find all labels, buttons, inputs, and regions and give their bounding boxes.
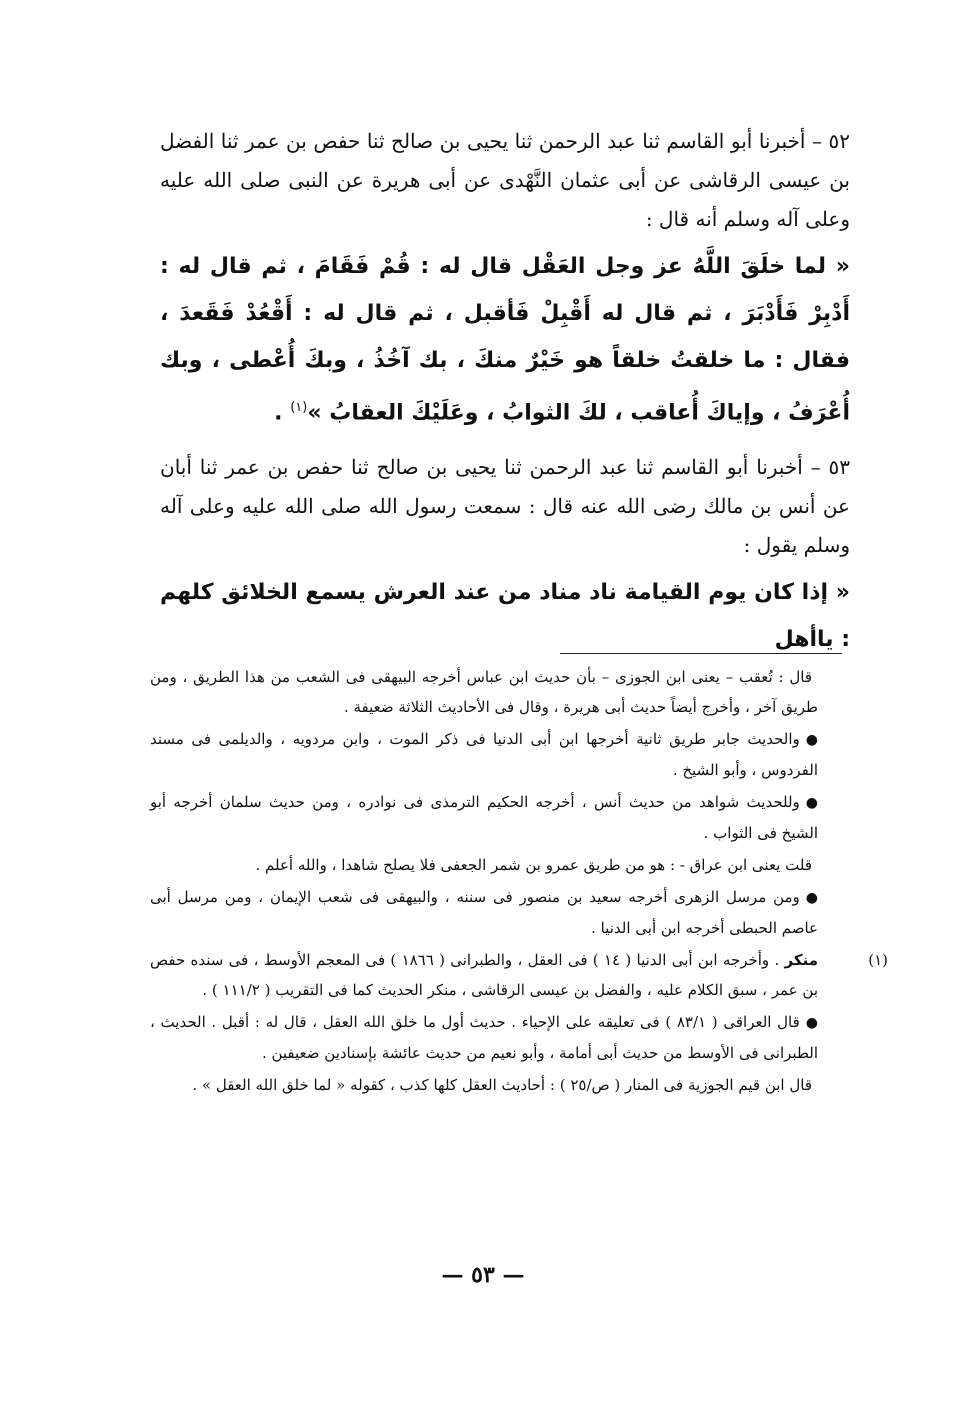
hadith-52-chain: ٥٢ – أخبرنا أبو القاسم ثنا عبد الرحمن ثنا يحيى بن صالح ثنا حفص بن عمر ثنا الفضل بن عيسى الرقاشى عن أبى عثمان النَّهْدى عن أبى هريرة عن النبى صلى الله عليه وعلى آله وسلم أنه قال : [160,129,850,231]
footnotes [150,662,888,1102]
bullet-icon: ● [805,795,818,811]
footnote-text: قال : تُعقب – يعنى ابن الجوزى – بأن حديث ابن عباس أخرجه البيهقى فى الشعب من هذا الطريق ، ومن طريق آخر ، وأخرج أيضاً حديث أبى هريرة ، وقال فى الأحاديث الثلاثة ضعيفة . [150,668,818,716]
footnote-text: قلت يعنى ابن عراق - : هو من طريق عمرو بن شمر الجعفى فلا يصلح شاهدا ، والله أعلم . [255,856,812,874]
footnote-line [150,850,840,880]
footnote-text: قال العراقى ( ٨٣/١ ) فى تعليقه على الإحياء . حديث أول ما خلق الله العقل ، قال له : أقبل . الحديث ، الطبرانى فى الأوسط من حديث أبى أمامة ، وأبو نعيم من حديث عائشة بإسنادين ضعيفين . [150,1013,818,1062]
bullet-icon: ● [805,732,818,748]
hadith-53-text: « إذا كان يوم القيامة ناد مناد من عند العرش يسمع الخلائق كلهم : ياأهل [160,580,850,653]
bullet-icon: ● [805,1015,818,1031]
footnote-line [150,662,840,722]
footnote-line [150,882,840,943]
footnote-text: ومن مرسل الزهرى أخرجه سعيد بن منصور فى سننه ، والبيهقى فى شعب الإيمان ، ومن مرسل أبى عاصم الحبطى أخرجه ابن أبى الدنيا . [150,888,818,937]
footnote-line [150,1070,840,1100]
footnote-1-grade: منكر [784,951,819,969]
footnote-text: قال ابن قيم الجوزية فى المنار ( ص/٢٥ ) : أحاديث العقل كلها كذب ، كقوله « لما خلق الله العقل » . [192,1076,812,1094]
main-text [160,122,850,675]
footnote-1-text: . وأخرجه ابن أبى الدنيا ( ١٤ ) فى العقل ، والطبرانى ( ١٨٦٦ ) فى المعجم الأوسط ، فى سنده حفص بن عمر ، سبق الكلام عليه ، والفضل بن عيسى الرقاشى ، منكر الحديث كما فى التقريب ( ١١١/٢ ) . [150,951,818,999]
footnote-line [150,1007,840,1068]
hadith-52-text [160,243,850,436]
hadith-52-end: . [274,400,291,426]
bullet-icon: ● [805,890,818,906]
hadith-53-chain: ٥٣ – أخبرنا أبو القاسم ثنا عبد الرحمن ثنا يحيى بن صالح ثنا حفص بن عمر ثنا أبان عن أنس بن مالك رضى الله عنه قال : سمعت رسول الله صلى الله عليه وعلى آله وسلم يقول : [160,455,850,558]
footnote-1 [150,945,888,1005]
footnote-ref-1[interactable]: (١) [290,400,308,415]
footnote-1-marker: (١) [868,951,888,969]
footnote-text: والحديث جابر طريق ثانية أخرجها ابن أبى الدنيا فى ذكر الموت ، وابن مردويه ، والديلمى فى مسند الفردوس ، وأبو الشيخ . [150,730,818,779]
hadith-52-body: « لما خلَقَ اللَّهُ عز وجل العَقْل قال له : قُمْ فَقَامَ ، ثم قال له : أَدْبِرْ فَأَدْبَرَ ، ثم قال له أَقْبِلْ فَأقبل ، ثم قال له : أَقْعُدْ فَقَعدَ ، فقال : ما خلقتُ خلقاً هو خَيْرٌ منكَ ، بك آخُذُ ، وبكَ أُعْطى ، وبك أُعْرَفُ ، وإياكَ أُعاقب ، لكَ الثوابُ ، وعَلَيْكَ العقابُ » [160,254,850,426]
page-number: — ٥٣ — [441,1262,525,1288]
footnote-line [150,787,840,848]
footnote-line [150,724,840,785]
footnote-divider [560,653,842,654]
footnote-text: وللحديث شواهد من حديث أنس ، أخرجه الحكيم الترمذى فى نوادره ، ومن حديث سلمان أخرجه أبو الشيخ فى الثواب . [150,793,818,842]
